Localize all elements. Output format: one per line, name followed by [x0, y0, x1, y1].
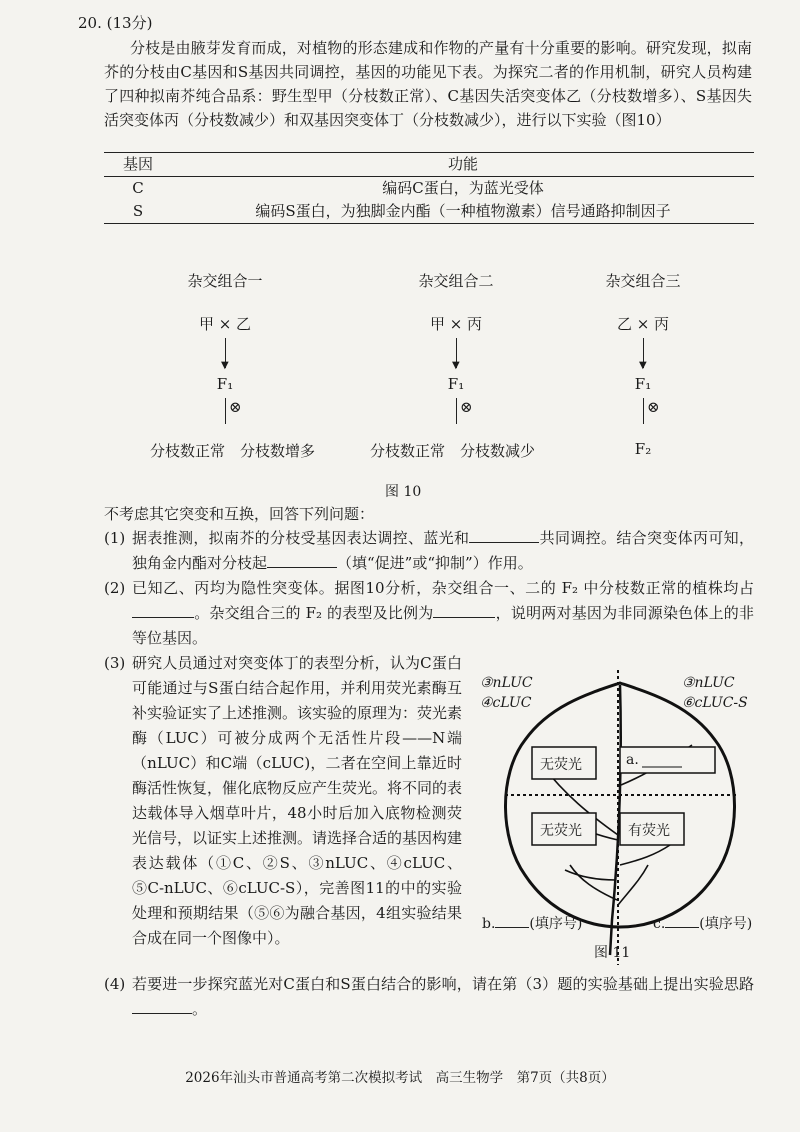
box-upper-left-text: 无荧光	[540, 757, 582, 773]
question-intro: 分枝是由腋芽发育而成，对植物的形态建成和作物的产量有十分重要的影响。研究发现，拟南芥的分枝由C基因和S基因共同调控，基因的功能见下表。为探究二者的作用机制，研究人员构建了四种拟南芥纯合品系：野生型甲（分枝数正常）、C基因失活突变体乙（分枝数增多）、S基因失活突变体丙（分枝数减少）和双基因突变体丁（分枝数减少），进行以下实验（图10）	[104, 39, 752, 129]
q2-number: (2)	[104, 579, 126, 597]
q4-number: (4)	[104, 975, 126, 993]
table-header-row	[104, 153, 754, 177]
page-footer: 2026年汕头市普通高考第二次模拟考试 高三生物学 第7页（共8页）	[185, 1070, 615, 1086]
instructions: 不考虑其它突变和互换，回答下列问题：	[104, 505, 375, 523]
top-left-label-2: ④cLUC	[480, 695, 532, 711]
top-right-label-1: ③nLUC	[682, 675, 735, 691]
q1-number: (1)	[104, 529, 126, 547]
top-right-label-2: ⑥cLUC-S	[682, 695, 748, 711]
leaf-vein	[570, 865, 617, 900]
blank-c[interactable]	[665, 927, 699, 928]
q3-text: 研究人员通过对突变体丁的表型分析，认为C蛋白可能通过与S蛋白结合起作用，并利用荧光素酶互补实验证实了上述推测。该实验的原理为：荧光素酶（LUC）可被分成两个无活性片段——N端（nLUC）和C端（cLUC)，二者在空间上靠近时酶活性恢复，催化底物反应产生荧光。将不同的表达载体导入烟草叶片，48小时后加入底物检测荧光信号，以证实上述推测。请选择合适的基因构建表达载体（①C、②S、③nLUC、④cLUC、⑤C-nLUC、⑥cLUC-S），完善图11的中的实验处理和预期结果（⑤⑥为融合基因，4组实验结果合成在同一个图像中）。	[132, 654, 463, 947]
top-left-label-1: ③nLUC	[480, 675, 533, 691]
question-number: 20.	[78, 14, 102, 32]
leaf-diagram	[470, 665, 770, 985]
table-cell-function: 编码S蛋白，为独脚金内酯（一种植物激素）信号通路抑制因子	[255, 202, 671, 220]
selfing-symbol: ⊗	[229, 398, 242, 416]
q2-text-c: ，说明两对基因为非同源染色体上的非等位基因。	[132, 604, 754, 647]
arrow-head: ▼	[221, 360, 229, 371]
table-row	[104, 200, 754, 224]
selfing-symbol: ⊗	[460, 398, 473, 416]
cross-group-1-f1: F₁	[216, 375, 234, 393]
q2-blank-2[interactable]	[433, 617, 495, 618]
table-cell-gene: S	[132, 202, 144, 220]
arrow-head: ▼	[452, 360, 460, 371]
q4-blank[interactable]	[132, 1013, 192, 1014]
q2-text	[132, 576, 754, 651]
q2-text-b: 。杂交组合三的 F₂ 的表型及比例为	[194, 604, 434, 622]
box-lower-left-text: 无荧光	[540, 823, 582, 839]
figure-11-caption: 图 11	[594, 945, 631, 961]
leaf-vein	[620, 845, 670, 865]
table-row	[104, 177, 754, 201]
cross-group-2-result: 分枝数正常 分枝数减少	[370, 442, 536, 460]
question-header	[78, 12, 152, 33]
leaf-vein	[565, 870, 616, 880]
table-header-gene: 基因	[122, 155, 153, 173]
q1-text-b: 共同调控。结合突变体丙可知，独角金内酯对分枝起	[132, 529, 754, 572]
blank-b[interactable]	[495, 927, 529, 928]
cross-group-2-f1: F₁	[447, 375, 465, 393]
label-c: c. (填序号)	[653, 916, 753, 932]
table-header-function: 功能	[447, 155, 478, 173]
selfing-symbol: ⊗	[647, 398, 660, 416]
q1-text	[132, 526, 754, 576]
q2-blank-1[interactable]	[132, 617, 194, 618]
arrow-head: ▼	[639, 360, 647, 371]
leaf-vein	[618, 865, 648, 905]
cross-group-3-title: 杂交组合三	[605, 272, 681, 290]
question-score: (13分)	[106, 14, 153, 32]
box-lower-right-text: 有荧光	[628, 823, 670, 839]
leaf-stem	[610, 685, 621, 955]
figure-11	[470, 665, 770, 989]
figure-10-caption: 图 10	[385, 484, 422, 500]
q4-text: 若要进一步探究蓝光对C蛋白和S蛋白结合的影响，请在第（3）题的实验基础上提出实验思路。	[132, 975, 754, 1018]
table-cell-gene: C	[132, 179, 144, 197]
cross-group-1-title: 杂交组合一	[187, 272, 263, 290]
table-cell-function: 编码C蛋白，为蓝光受体	[382, 179, 544, 197]
box-upper-right-text: a.	[626, 752, 639, 768]
cross-group-3-parents: 乙 × 丙	[616, 315, 670, 333]
q1-text-a: 据表推测，拟南芥的分枝受基因表达调控、蓝光和	[132, 529, 470, 547]
q1-text-c: （填“促进”或“抑制”）作用。	[337, 554, 533, 572]
gene-function-table	[104, 152, 754, 224]
cross-group-2-title: 杂交组合二	[418, 272, 494, 290]
arrow-down	[225, 398, 226, 424]
q1-blank-2[interactable]	[267, 567, 337, 568]
label-b: b. (填序号)	[482, 916, 583, 932]
q2-text-a: 已知乙、丙均为隐性突变体。据图10分析，杂交组合一、二的 F₂ 中分枝数正常的植株均占	[132, 579, 754, 597]
cross-group-1-result: 分枝数正常 分枝数增多	[150, 442, 316, 460]
cross-group-3-result: F₂	[634, 440, 652, 458]
arrow-down	[456, 398, 457, 424]
cross-group-1-parents: 甲 × 乙	[198, 315, 252, 333]
arrow-down	[643, 398, 644, 424]
cross-group-2-parents: 甲 × 丙	[429, 315, 483, 333]
q3-number: (3)	[104, 654, 126, 672]
cross-group-3-f1: F₁	[634, 375, 652, 393]
q1-blank-1[interactable]	[469, 542, 539, 543]
